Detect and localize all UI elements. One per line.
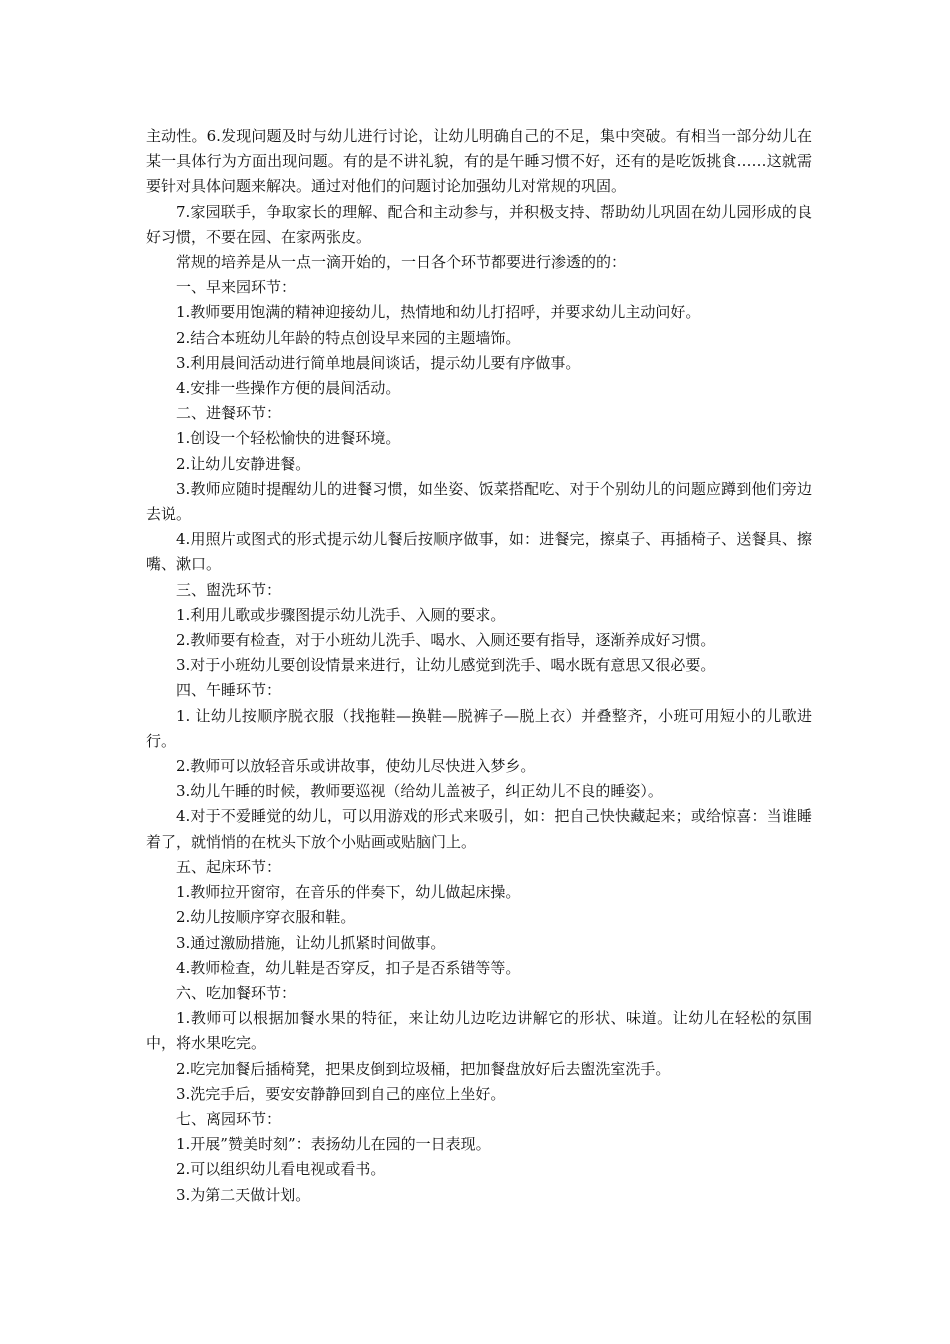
- paragraph: 1.利用儿歌或步骤图提示幼儿洗手、入厕的要求。: [176, 605, 506, 624]
- document-body: [146, 124, 812, 1208]
- paragraph: 主动性。6.发现问题及时与幼儿进行讨论，让幼儿明确自己的不足，集中突破。有相当一部分幼儿在某一具体行为方面出现问题。有的是不讲礼貌，有的是午睡习惯不好，还有的是吃饭挑食……这就需要针对具体问题来解决。通过对他们的问题讨论加强幼儿对常规的巩固。: [146, 127, 812, 196]
- paragraph: 2.教师要有检查，对于小班幼儿洗手、喝水、入厕还要有指导，逐渐养成好习惯。: [176, 631, 716, 650]
- paragraph: 一、早来园环节：: [176, 278, 297, 297]
- paragraph: 1. 让幼儿按顺序脱衣服（找拖鞋—换鞋—脱裤子—脱上衣）并叠整齐，小班可用短小的儿歌进行。: [146, 706, 812, 750]
- paragraph: 2.幼儿按顺序穿衣服和鞋。: [176, 908, 356, 927]
- paragraph: 七、离园环节：: [176, 1109, 282, 1128]
- paragraph: 二、进餐环节：: [176, 404, 282, 423]
- paragraph: 3.洗完手后，要安安静静回到自己的座位上坐好。: [176, 1084, 506, 1103]
- paragraph: 2.教师可以放轻音乐或讲故事，使幼儿尽快进入梦乡。: [176, 757, 536, 776]
- paragraph: 2.吃完加餐后插椅凳，把果皮倒到垃圾桶，把加餐盘放好后去盥洗室洗手。: [176, 1059, 671, 1078]
- paragraph: 1.教师可以根据加餐水果的特征，来让幼儿边吃边讲解它的形状、味道。让幼儿在轻松的氛围中，将水果吃完。: [146, 1009, 812, 1053]
- paragraph: 常规的培养是从一点一滴开始的，一日各个环节都要进行渗透的的：: [176, 253, 627, 272]
- paragraph: 2.让幼儿安静进餐。: [176, 454, 311, 473]
- paragraph: 4.安排一些操作方便的晨间活动。: [176, 379, 401, 398]
- paragraph: 3.教师应随时提醒幼儿的进餐习惯，如坐姿、饭菜搭配吃、对于个别幼儿的问题应蹲到他们旁边去说。: [146, 479, 812, 524]
- paragraph: 2.结合本班幼儿年龄的特点创设早来园的主题墙饰。: [176, 328, 521, 347]
- paragraph: 3.幼儿午睡的时候，教师要巡视（给幼儿盖被子，纠正幼儿不良的睡姿）。: [176, 782, 663, 801]
- paragraph: 四、午睡环节：: [176, 681, 282, 700]
- paragraph: 4.教师检查，幼儿鞋是否穿反，扣子是否系错等等。: [176, 958, 521, 977]
- paragraph: 1.教师拉开窗帘，在音乐的伴奏下，幼儿做起床操。: [176, 883, 521, 902]
- paragraph: 1.创设一个轻松愉快的进餐环境。: [176, 429, 401, 448]
- paragraph: 7.家园联手，争取家长的理解、配合和主动参与，并积极支持、帮助幼儿巩固在幼儿园形成的良好习惯，不要在园、在家两张皮。: [146, 202, 812, 246]
- paragraph: 1.开展”赞美时刻”：表扬幼儿在园的一日表现。: [176, 1135, 491, 1154]
- paragraph: 2.可以组织幼儿看电视或看书。: [176, 1160, 386, 1179]
- paragraph: 1.教师要用饱满的精神迎接幼儿，热情地和幼儿打招呼，并要求幼儿主动问好。: [176, 303, 701, 322]
- paragraph: 4.用照片或图式的形式提示幼儿餐后按顺序做事，如：进餐完，擦桌子、再插椅子、送餐具、擦嘴、漱口。: [146, 530, 812, 574]
- paragraph: 六、吃加餐环节：: [176, 983, 297, 1002]
- paragraph: 3.利用晨间活动进行简单地晨间谈话，提示幼儿要有序做事。: [176, 353, 581, 372]
- paragraph: 三、盥洗环节：: [176, 580, 282, 599]
- paragraph: 3.对于小班幼儿要创设情景来进行，让幼儿感觉到洗手、喝水既有意思又很必要。: [176, 656, 716, 675]
- paragraph: 3.通过激励措施，让幼儿抓紧时间做事。: [176, 933, 446, 952]
- paragraph: 4.对于不爱睡觉的幼儿，可以用游戏的形式来吸引，如：把自己快快藏起来；或给惊喜：当谁睡着了，就悄悄的在枕头下放个小贴画或贴脑门上。: [146, 807, 812, 851]
- paragraph: 五、起床环节：: [176, 857, 282, 876]
- paragraph: 3.为第二天做计划。: [176, 1185, 311, 1204]
